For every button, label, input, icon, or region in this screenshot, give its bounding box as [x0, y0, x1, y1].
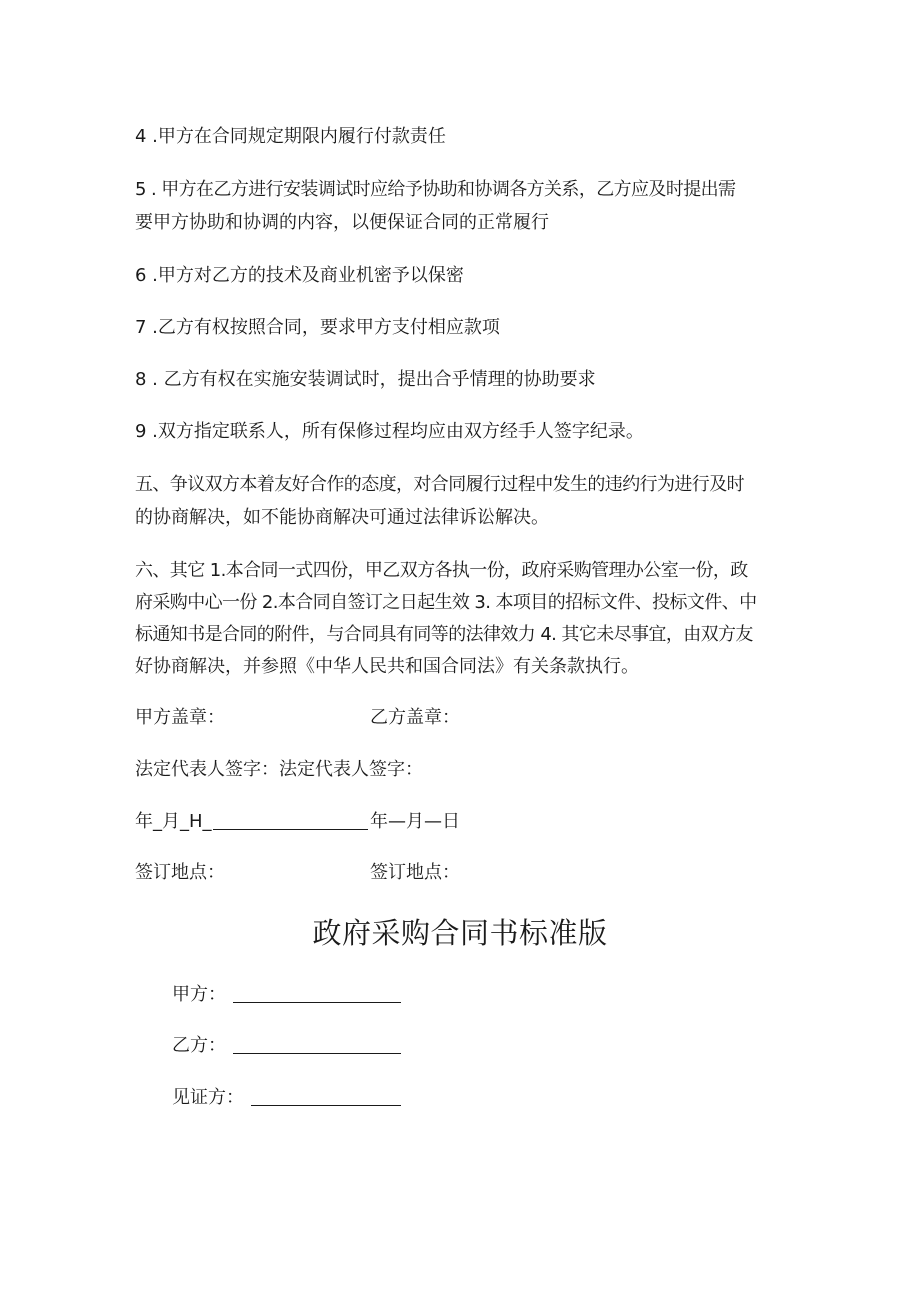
date-left: 年_月_H_: [135, 811, 212, 832]
other-line-3: 标通知书是合同的附件，与合同具有同等的法律效力 4. 其它未尽事宜，由双方友: [135, 624, 753, 645]
dispute-line-2: 的协商解决，如不能协商解决可通过法律诉讼解决。: [135, 507, 549, 528]
clause-6: 6 .甲方对乙方的技术及商业机密予以保密: [135, 265, 464, 286]
other-line-1: 六、其它 1.本合同一式四份，甲乙双方各执一份，政府采购管理办公室一份，政: [135, 560, 748, 581]
party-b-blank: [233, 1053, 401, 1054]
other-line-4: 好协商解决，并参照《中华人民共和国合同法》有关条款执行。: [135, 656, 639, 677]
other-line-2: 府采购中心一份 2.本合同自签订之日起生效 3. 本项目的招标文件、投标文件、中: [135, 592, 757, 613]
clause-5-line-2: 要甲方协助和协调的内容，以便保证合同的正常履行: [135, 212, 549, 233]
party-b-seal-label: 乙方盖章：: [370, 707, 460, 728]
signing-place-a-label: 签订地点：: [135, 862, 225, 883]
clause-9: 9 .双方指定联系人，所有保修过程均应由双方经手人签字纪录。: [135, 421, 644, 442]
signing-place-b-label: 签订地点：: [370, 862, 460, 883]
representative-signature-label: 法定代表人签字：法定代表人签字：: [135, 759, 423, 780]
party-b-label: 乙方：: [172, 1035, 226, 1056]
dispute-line-1: 五、争议双方本着友好合作的态度，对合同履行过程中发生的违约行为进行及时: [135, 474, 744, 495]
clause-7: 7 .乙方有权按照合同，要求甲方支付相应款项: [135, 317, 500, 338]
witness-label: 见证方：: [172, 1087, 244, 1108]
clause-8: 8 . 乙方有权在实施安装调试时，提出合乎情理的协助要求: [135, 369, 596, 390]
clause-5-line-1: 5 . 甲方在乙方进行安装调试时应给予协助和协调各方关系，乙方应及时提出需: [135, 179, 736, 200]
party-a-blank: [233, 1002, 401, 1003]
witness-blank: [251, 1105, 401, 1106]
document-title: 政府采购合同书标准版: [312, 916, 608, 950]
date-right: 年—月—日: [370, 811, 460, 832]
date-underline: [213, 829, 368, 830]
party-a-seal-label: 甲方盖章：: [135, 707, 225, 728]
party-a-label: 甲方：: [172, 984, 226, 1005]
clause-4: 4 .甲方在合同规定期限内履行付款责任: [135, 126, 446, 147]
